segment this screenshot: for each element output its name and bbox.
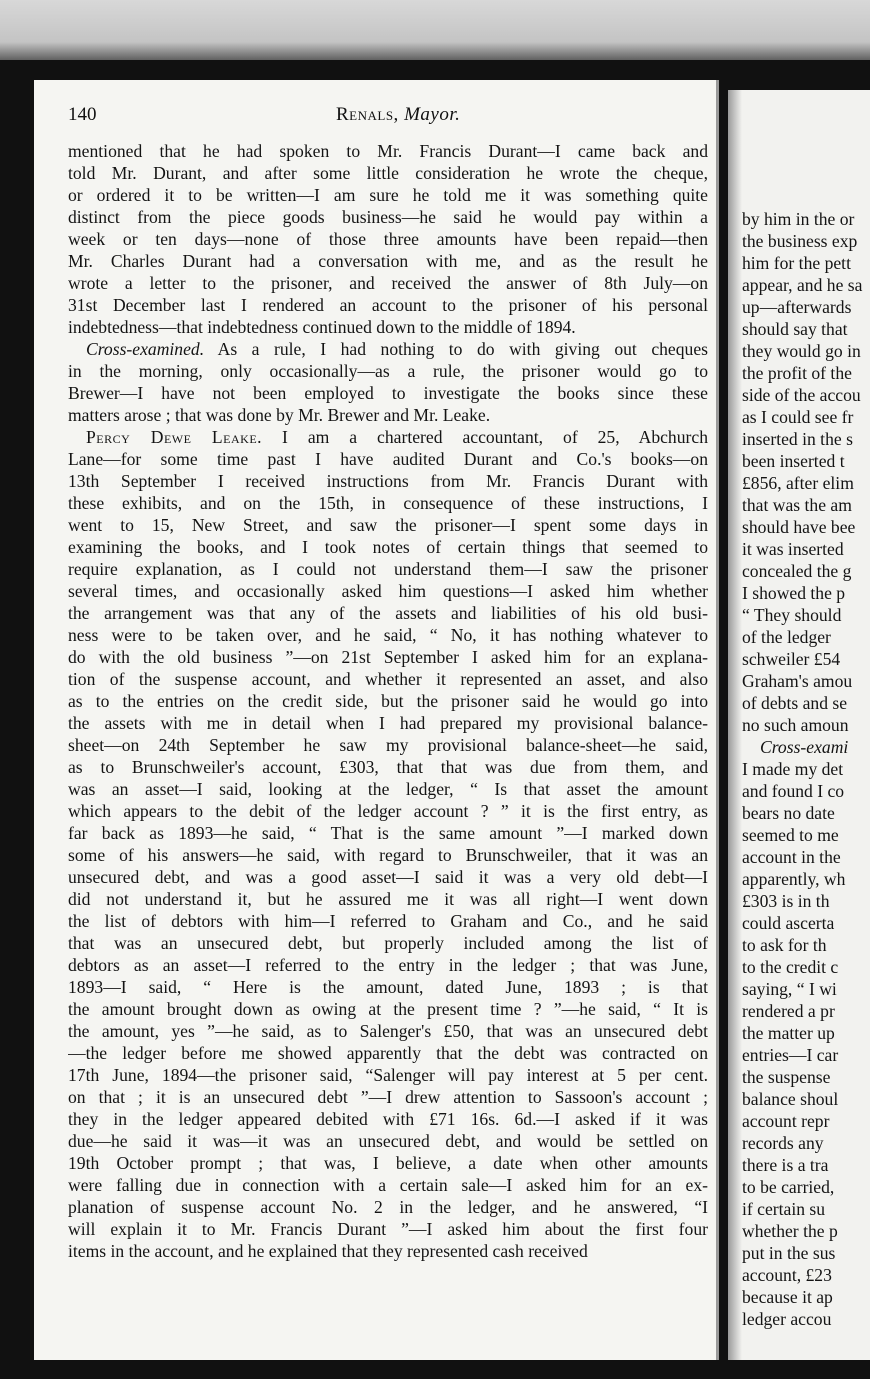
- text-line: entries—I car: [742, 1045, 839, 1065]
- text-line: or ordered it to be written—I am sure he told me it was something quite: [68, 185, 708, 205]
- text-line: up—afterwards: [742, 297, 852, 317]
- cross-examined-label: Cross-examined.: [86, 339, 205, 359]
- text-line: these exhibits, and on the 15th, in consequence of these instructions, I: [68, 493, 708, 513]
- running-head-title: Mayor.: [404, 104, 461, 125]
- text-line: side of the accou: [742, 385, 861, 405]
- text-line: I made my det: [742, 759, 844, 779]
- text-line: far back as 1893—he said, “ That is the same amount ”—I marked down: [68, 823, 708, 843]
- text-line: were falling due in connection with a certain sale—I asked him for an ex-: [68, 1175, 708, 1195]
- text-line: the profit of the: [742, 363, 852, 383]
- running-head: [336, 104, 460, 126]
- text-line: tion of the suspense account, and whether it represented an asset, and also: [68, 669, 708, 689]
- text-line: planation of suspense account No. 2 in the ledger, and he answered, “I: [68, 1197, 708, 1217]
- text-line: mentioned that he had spoken to Mr. Francis Durant—I came back and: [68, 141, 708, 161]
- text-line: Percy Dewe Leake. I am a chartered accountant, of 25, Abchurch: [86, 427, 708, 447]
- text-line: the amount brought down as owing at the present time ? ”—he said, “ It is: [68, 999, 708, 1019]
- text-line: ledger accou: [742, 1309, 832, 1329]
- text-line: 17th June, 1894—the prisoner said, “Salenger will pay interest at 5 per cent.: [68, 1065, 708, 1085]
- witness-name: Percy Dewe Leake.: [86, 427, 263, 447]
- text-line: week or ten days—none of those three amounts have been repaid—then: [68, 229, 708, 249]
- text-line: the suspense: [742, 1067, 831, 1087]
- text-line: they in the ledger appeared debited with £71 16s. 6d.—I asked if it was: [68, 1109, 708, 1129]
- text-line: 19th October prompt ; that was, I believe, a date when other amounts: [68, 1153, 708, 1173]
- text-line: several times, and occasionally asked him questions—I asked him whether: [68, 581, 708, 601]
- text-line: account in the: [742, 847, 841, 867]
- text-line: examining the books, and I took notes of certain things that seemed to: [68, 537, 708, 557]
- text-line: some of his answers—he said, with regard to Brunschweiler, that it was an: [68, 845, 708, 865]
- text-line: should have bee: [742, 517, 856, 537]
- text-line: there is a tra: [742, 1155, 829, 1175]
- text-line: as to Brunschweiler's account, £303, that that was due from them, and: [68, 757, 708, 777]
- text-line: if certain su: [742, 1199, 826, 1219]
- right-page-text: [742, 208, 870, 1330]
- text-line: whether the p: [742, 1221, 838, 1241]
- text-line: to be carried,: [742, 1177, 835, 1197]
- text-line: £303 is in th: [742, 891, 830, 911]
- text-line: on that ; it is an unsecured debt ”—I drew attention to Sassoon's account ;: [68, 1087, 708, 1107]
- text-line: the arrangement was that any of the assets and liabilities of his old busi-: [68, 603, 708, 623]
- right-page: [728, 90, 870, 1360]
- text-line: as to the entries on the credit side, but the prisoner said he would go into: [68, 691, 708, 711]
- text-line: because it ap: [742, 1287, 833, 1307]
- text-line: should say that: [742, 319, 848, 339]
- text-line: wrote a letter to the prisoner, and received the answer of 8th July—on: [68, 273, 708, 293]
- text-line: Graham's amou: [742, 671, 853, 691]
- text-line: Cross-examined. As a rule, I had nothing to do with giving out cheques: [86, 339, 708, 359]
- text-line: to ask for th: [742, 935, 827, 955]
- text-line: concealed the g: [742, 561, 852, 581]
- text-line: been inserted t: [742, 451, 845, 471]
- text-line: I showed the p: [742, 583, 846, 603]
- text-line: —the ledger before me showed apparently that the debt was contracted on: [68, 1043, 708, 1063]
- text-line: told Mr. Durant, and after some little consideration he wrote the cheque,: [68, 163, 708, 183]
- text-line: indebtedness—that indebtedness continued down to the middle of 1894.: [68, 317, 576, 337]
- text-line: ness were to be taken over, and he said, “ No, it has nothing whatever to: [68, 625, 708, 645]
- text-line: the business exp: [742, 231, 858, 251]
- text-line: no such amoun: [742, 715, 849, 735]
- text-line: did not understand it, but he assured me it was all right—I went down: [68, 889, 708, 909]
- text-line: could ascerta: [742, 913, 835, 933]
- text-line: unsecured debt, and was a good asset—I said it was a very old debt—I: [68, 867, 708, 887]
- text-line: Lane—for some time past I have audited Durant and Co.'s books—on: [68, 449, 708, 469]
- text-line: account, £23: [742, 1265, 832, 1285]
- page-number: 140: [68, 104, 97, 125]
- text-line: 1893—I said, “ Here is the amount, dated June, 1893 ; is that: [68, 977, 708, 997]
- text-line: require explanation, as I could not understand them—I saw the prisoner: [68, 559, 708, 579]
- text-line: was an asset—I said, looking at the ledger, “ Is that asset the amount: [68, 779, 708, 799]
- text-line: £856, after elim: [742, 473, 854, 493]
- text-line: will explain it to Mr. Francis Durant ”—I asked him about the first four: [68, 1219, 708, 1239]
- text-line: distinct from the piece goods business—he said he would pay within a: [68, 207, 708, 227]
- text-line: seemed to me: [742, 825, 839, 845]
- text-line: the matter up: [742, 1023, 835, 1043]
- text-line: which appears to the debit of the ledger account ? ” it is the first entry, as: [68, 801, 708, 821]
- text-line: apparently, wh: [742, 869, 846, 889]
- text-line: inserted in the s: [742, 429, 853, 449]
- text-line: records any: [742, 1133, 824, 1153]
- text-line: rendered a pr: [742, 1001, 835, 1021]
- text-line: as I could see fr: [742, 407, 854, 427]
- text-line: due—he said it was—it was an unsecured debt, and would be settled on: [68, 1131, 708, 1151]
- text-line: of the ledger: [742, 627, 831, 647]
- text-line: matters arose ; that was done by Mr. Brewer and Mr. Leake.: [68, 405, 491, 425]
- text-line: it was inserted: [742, 539, 844, 559]
- text-line: 13th September I received instructions from Mr. Francis Durant with: [68, 471, 708, 491]
- text-line: that was the am: [742, 495, 852, 515]
- text-line: they would go in: [742, 341, 861, 361]
- page-gutter-shadow: [728, 90, 742, 1360]
- text-line: debtors as an asset—I referred to the entry in the ledger ; that was June,: [68, 955, 708, 975]
- text-line: saying, “ I wi: [742, 979, 837, 999]
- text-line: account repr: [742, 1111, 830, 1131]
- text-line: Brewer—I have not been employed to investigate the books since these: [68, 383, 708, 403]
- text-line: appear, and he sa: [742, 275, 863, 295]
- running-head-name: Renals,: [336, 104, 399, 125]
- text-line: balance shoul: [742, 1089, 839, 1109]
- text-line: put in the sus: [742, 1243, 836, 1263]
- text-line: Mr. Charles Durant had a conversation with me, and as the result he: [68, 251, 708, 271]
- text-line: Cross-exami: [760, 737, 849, 757]
- text-line: went to 15, New Street, and saw the prisoner—I spent some days in: [68, 515, 708, 535]
- text-line: the assets with me in detail when I had prepared my provisional balance-: [68, 713, 708, 733]
- text-line: “ They should: [742, 605, 842, 625]
- text-line: by him in the or: [742, 209, 855, 229]
- left-page-text: [68, 140, 708, 1262]
- text-line: of debts and se: [742, 693, 848, 713]
- text-line: 31st December last I rendered an account to the prisoner of his personal: [68, 295, 708, 315]
- text-line: that was an unsecured debt, but properly included among the list of: [68, 933, 708, 953]
- text-line: sheet—on 24th September he saw my provisional balance-sheet—he said,: [68, 735, 708, 755]
- text-line: the amount, yes ”—he said, as to Salenger's £50, that was an unsecured debt: [68, 1021, 708, 1041]
- text-line: items in the account, and he explained that they represented cash received: [68, 1241, 588, 1261]
- text-line: do with the old business ”—on 21st September I asked him for an explana-: [68, 647, 708, 667]
- text-line: schweiler £54: [742, 649, 841, 669]
- text-line: bears no date: [742, 803, 835, 823]
- text-line: to the credit c: [742, 957, 839, 977]
- text-line: him for the pett: [742, 253, 851, 273]
- text-line: in the morning, only occasionally—as a rule, the prisoner would go to: [68, 361, 708, 381]
- text-line: the list of debtors with him—I referred to Graham and Co., and he said: [68, 911, 708, 931]
- text-line: and found I co: [742, 781, 845, 801]
